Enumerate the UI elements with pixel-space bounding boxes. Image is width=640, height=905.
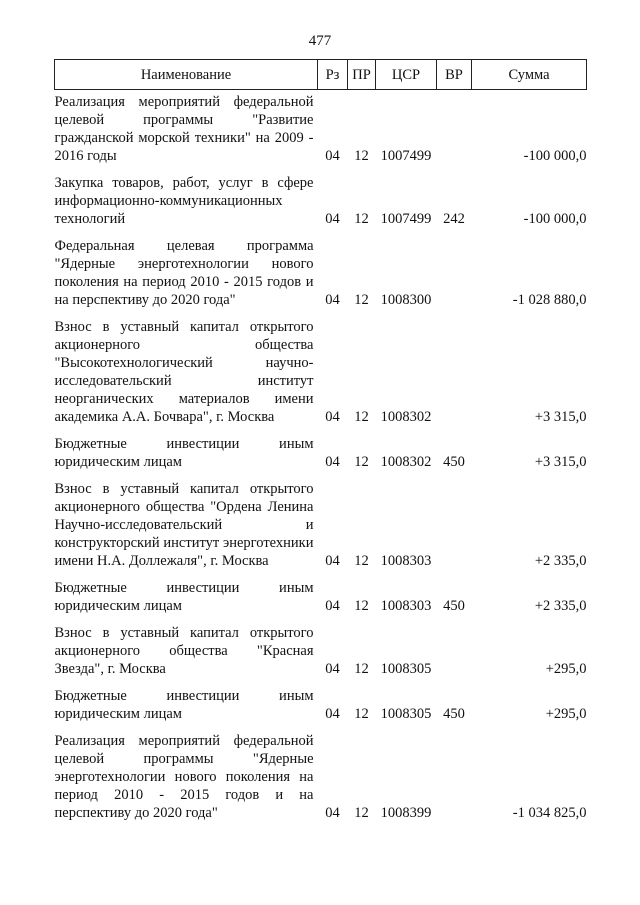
cell-vr: 450: [443, 706, 465, 722]
cell-sum: -1 034 825,0: [512, 805, 587, 821]
cell-rz: 04: [325, 292, 340, 308]
cell-sum: -1 028 880,0: [512, 292, 587, 308]
cell-rz: 04: [325, 805, 340, 821]
table-row: [55, 426, 587, 471]
table-row: [55, 471, 587, 570]
cell-sum: +3 315,0: [534, 454, 587, 470]
cell-rz: 04: [325, 454, 340, 470]
cell-rz: 04: [325, 661, 340, 677]
cell-vr: 450: [443, 598, 465, 614]
header-rz: Рз: [318, 60, 348, 90]
cell-csr: 1008302: [380, 454, 432, 470]
header-name: Наименование: [55, 60, 318, 90]
cell-pr: 12: [354, 211, 369, 227]
cell-name: Реализация мероприятий федеральной целевой программы "Ядерные энерготехнологии нового поколения на период 2010 - 2015 годов и на перспективу до 2020 года": [54, 733, 314, 821]
budget-table: [54, 59, 587, 822]
cell-pr: 12: [354, 292, 369, 308]
cell-rz: 04: [325, 598, 340, 614]
page-number: 477: [308, 33, 332, 49]
cell-csr: 1008399: [380, 805, 432, 821]
cell-pr: 12: [354, 148, 369, 164]
cell-csr: 1008303: [380, 553, 432, 569]
cell-rz: 04: [325, 211, 340, 227]
cell-name: Закупка товаров, работ, услуг в сфере информационно-коммуникационных технологий: [54, 175, 314, 227]
cell-vr: [437, 615, 472, 678]
cell-vr: [437, 471, 472, 570]
cell-csr: 1008305: [380, 706, 432, 722]
table-row: [55, 165, 587, 228]
cell-pr: 12: [354, 661, 369, 677]
table-row: [55, 90, 587, 166]
cell-name: Взнос в уставный капитал открытого акционерного общества "Ордена Ленина Научно-исследовательский и конструкторский институт энерготехники имени Н.А. Доллежаля", г. Москва: [54, 481, 314, 569]
table-row: [55, 228, 587, 309]
cell-csr: 1007499: [380, 211, 432, 227]
table-row: [55, 570, 587, 615]
cell-vr: 450: [443, 454, 465, 470]
cell-sum: +295,0: [545, 661, 587, 677]
cell-csr: 1008305: [380, 661, 432, 677]
cell-pr: 12: [354, 553, 369, 569]
cell-vr: [437, 228, 472, 309]
cell-pr: 12: [354, 454, 369, 470]
cell-csr: 1008300: [380, 292, 432, 308]
table-header: [55, 60, 587, 90]
cell-rz: 04: [325, 148, 340, 164]
cell-vr: [437, 309, 472, 426]
cell-vr: 242: [443, 211, 465, 227]
cell-vr: [437, 90, 472, 166]
cell-pr: 12: [354, 706, 369, 722]
cell-sum: +2 335,0: [534, 598, 587, 614]
cell-rz: 04: [325, 553, 340, 569]
cell-name: Федеральная целевая программа "Ядерные энерготехнологии нового поколения на период 2010 - 2015 годов и на перспективу до 2020 года": [54, 238, 314, 308]
table-row: [55, 615, 587, 678]
cell-vr: [437, 723, 472, 822]
header-pr: ПР: [348, 60, 376, 90]
cell-sum: +295,0: [545, 706, 587, 722]
cell-rz: 04: [325, 706, 340, 722]
table-row: [55, 723, 587, 822]
header-csr: ЦСР: [376, 60, 437, 90]
header-sum: Сумма: [472, 60, 587, 90]
cell-rz: 04: [325, 409, 340, 425]
cell-name: Реализация мероприятий федеральной целевой программы "Развитие гражданской морской техники" на 2009 - 2016 годы: [54, 94, 314, 164]
cell-name: Бюджетные инвестиции иным юридическим лицам: [54, 436, 314, 470]
cell-name: Бюджетные инвестиции иным юридическим лицам: [54, 688, 314, 722]
cell-pr: 12: [354, 805, 369, 821]
header-vr: ВР: [437, 60, 472, 90]
cell-sum: +3 315,0: [534, 409, 587, 425]
cell-pr: 12: [354, 598, 369, 614]
cell-name: Бюджетные инвестиции иным юридическим лицам: [54, 580, 314, 614]
cell-sum: +2 335,0: [534, 553, 587, 569]
table-row: [55, 678, 587, 723]
cell-csr: 1007499: [380, 148, 432, 164]
cell-csr: 1008303: [380, 598, 432, 614]
cell-name: Взнос в уставный капитал открытого акционерного общества "Высокотехнологический научно-исследовательский институт неорганических материалов имени академика А.А. Бочвара", г. Москва: [54, 319, 314, 425]
table-body: [55, 90, 587, 823]
cell-sum: -100 000,0: [523, 148, 587, 164]
cell-name: Взнос в уставный капитал открытого акционерного общества "Красная Звезда", г. Москва: [54, 625, 314, 677]
cell-pr: 12: [354, 409, 369, 425]
cell-sum: -100 000,0: [523, 211, 587, 227]
cell-csr: 1008302: [380, 409, 432, 425]
table-row: [55, 309, 587, 426]
